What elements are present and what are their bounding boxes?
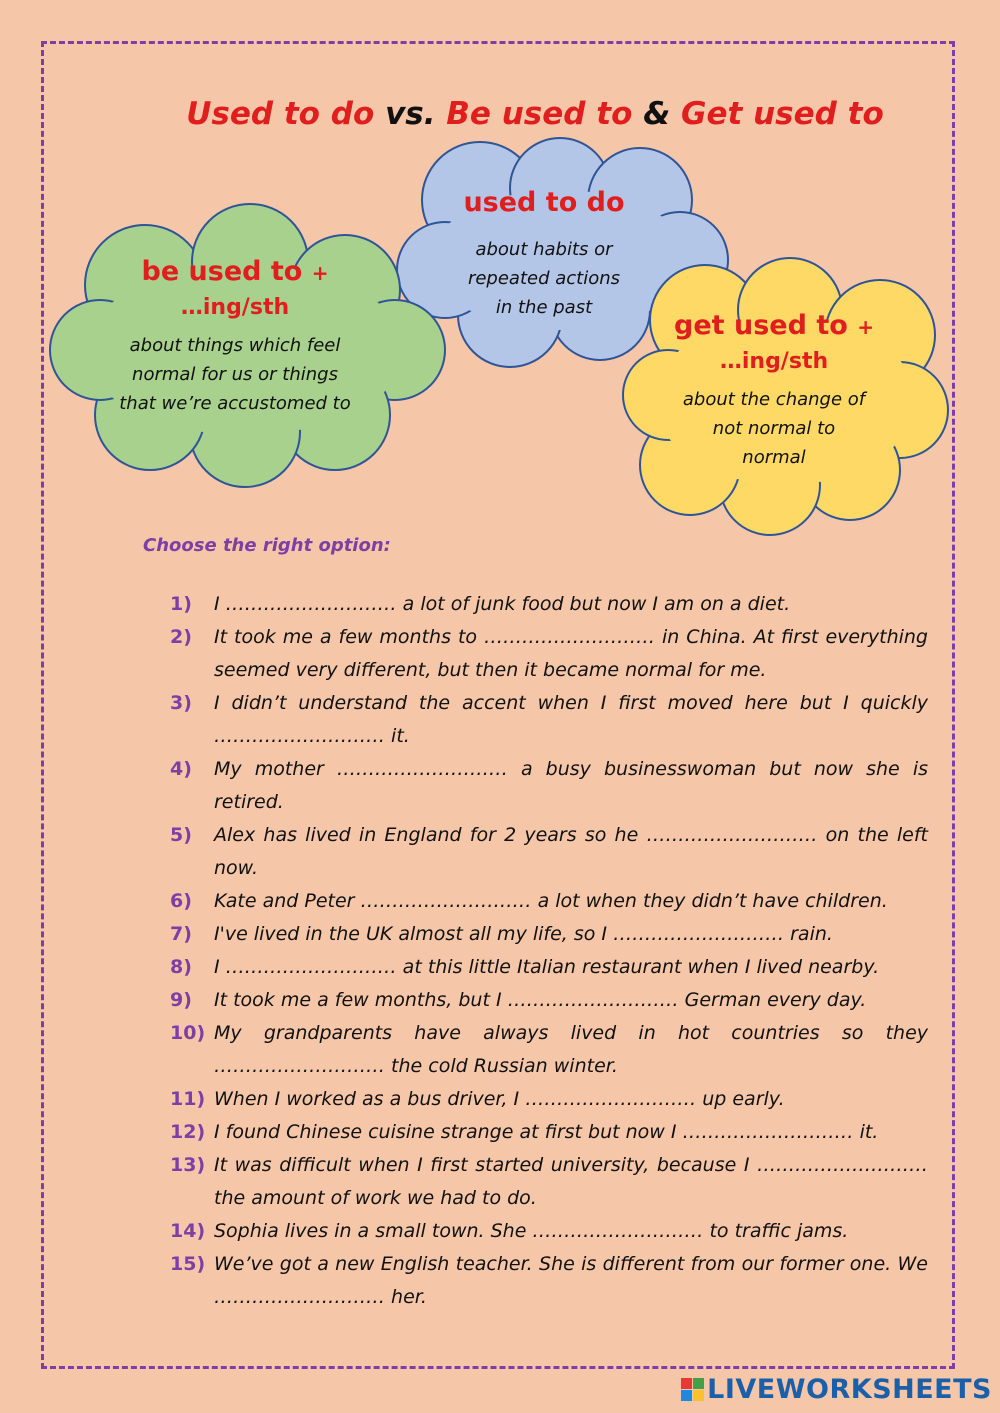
cloud-description [654, 385, 894, 472]
cloud-description [90, 331, 380, 418]
exercise-item [170, 1017, 928, 1083]
cloud-heading: used to do [463, 187, 625, 218]
exercise-sentence: I've lived in the UK almost all my life, so I ……………………… rain. [214, 923, 833, 945]
exercise-item [170, 687, 928, 753]
exercise-sentence: I ……………………… at this little Italian restaurant when I lived nearby. [214, 956, 880, 978]
cloud-heading-text: get used to [674, 310, 848, 341]
cloud-description-line: normal [742, 447, 806, 468]
cloud-heading [654, 308, 894, 345]
cloud-description-line: in the past [495, 297, 593, 318]
exercise-sentence: I didn’t understand the accent when I first moved here but I quickly ……………………… it. [214, 692, 928, 747]
cloud-description-line: that we’re accustomed to [119, 393, 351, 414]
exercise-item [170, 1116, 928, 1149]
exercise-number: 15) [170, 1253, 206, 1275]
exercise-sentence: Kate and Peter ……………………… a lot when they didn’t have children. [214, 890, 888, 912]
cloud-description-line: about the change of [682, 389, 866, 410]
exercise-item [170, 984, 928, 1017]
logo-square-yellow [693, 1390, 704, 1401]
exercise-number: 10) [170, 1022, 206, 1044]
cloud-be-used-to [90, 254, 380, 418]
cloud-description-line: about things which feel [129, 335, 341, 356]
exercise-item [170, 621, 928, 687]
exercise-number: 14) [170, 1220, 206, 1242]
exercise-number: 7) [170, 923, 192, 945]
cloud-description [434, 235, 654, 322]
brand-name: LIVEWORKSHEETS [707, 1374, 992, 1405]
title-used-to-do: Used to do [186, 96, 375, 132]
exercise-sentence: Sophia lives in a small town. She ……………………… to traffic jams. [214, 1220, 849, 1242]
exercise-number: 12) [170, 1121, 206, 1143]
cloud-heading [90, 254, 380, 291]
exercise-number: 5) [170, 824, 192, 846]
cloud-used-to-do [434, 185, 654, 322]
exercise-sentence: Alex has lived in England for 2 years so he ……………………… on the left now. [214, 824, 928, 879]
title-vs: vs. [385, 96, 436, 132]
exercise-number: 13) [170, 1154, 206, 1176]
cloud-description-line: not normal to [712, 418, 836, 439]
exercise-item [170, 588, 928, 621]
exercise-number: 8) [170, 956, 192, 978]
exercise-item [170, 753, 928, 819]
exercise-item [170, 1215, 928, 1248]
exercise-item [170, 819, 928, 885]
exercise-sentence: It was difficult when I first started university, because I ……………………… the amount of work we had to do. [214, 1154, 928, 1209]
cloud-plus: + [311, 261, 329, 285]
exercise-number: 3) [170, 692, 192, 714]
cloud-description-line: repeated actions [467, 268, 621, 289]
exercise-sentence: I found Chinese cuisine strange at first but now I ……………………… it. [214, 1121, 879, 1143]
exercise-item [170, 1083, 928, 1116]
instruction-text: Choose the right option: [143, 535, 391, 556]
cloud-description-line: normal for us or things [132, 364, 338, 385]
cloud-get-used-to [654, 308, 894, 472]
exercise-number: 2) [170, 626, 192, 648]
title-be-used-to: Be used to [446, 96, 633, 132]
exercise-sentence: It took me a few months to ……………………… in China. At first everything seemed very different, but then it became normal for me. [214, 626, 928, 681]
title-ampersand: & [643, 96, 671, 132]
cloud-description-line: about habits or [475, 239, 613, 260]
liveworksheets-footer[interactable] [681, 1374, 992, 1405]
exercise-item [170, 918, 928, 951]
exercise-sentence: My mother ……………………… a busy businesswoman but now she is retired. [214, 758, 928, 813]
exercise-sentence: We’ve got a new English teacher. She is different from our former one. We ……………………… her. [214, 1253, 928, 1308]
cloud-plus: + [857, 315, 874, 339]
exercise-sentence: When I worked as a bus driver, I ……………………… up early. [214, 1088, 785, 1110]
exercise-number: 9) [170, 989, 192, 1011]
exercise-number: 1) [170, 593, 192, 615]
exercise-number: 6) [170, 890, 192, 912]
exercise-number: 11) [170, 1088, 206, 1110]
cloud-heading-text: be used to [141, 256, 303, 287]
logo-square-red [681, 1378, 692, 1389]
cloud-subheading: …ing/sth [719, 349, 829, 374]
exercise-item [170, 1248, 928, 1314]
exercise-sentence: My grandparents have always lived in hot countries so they ……………………… the cold Russian winter. [214, 1022, 928, 1077]
logo-square-green [693, 1378, 704, 1389]
exercise-sentence: It took me a few months, but I ……………………… German every day. [214, 989, 867, 1011]
exercise-item [170, 1149, 928, 1215]
exercise-number: 4) [170, 758, 192, 780]
logo-square-blue [681, 1390, 692, 1401]
exercise-item [170, 951, 928, 984]
cloud-subheading: …ing/sth [180, 295, 290, 320]
liveworksheets-logo-icon [681, 1378, 704, 1401]
title-get-used-to: Get used to [681, 96, 884, 132]
exercise-item [170, 885, 928, 918]
exercise-list [170, 588, 928, 1314]
exercise-sentence: I ……………………… a lot of junk food but now I am on a diet. [214, 593, 791, 615]
